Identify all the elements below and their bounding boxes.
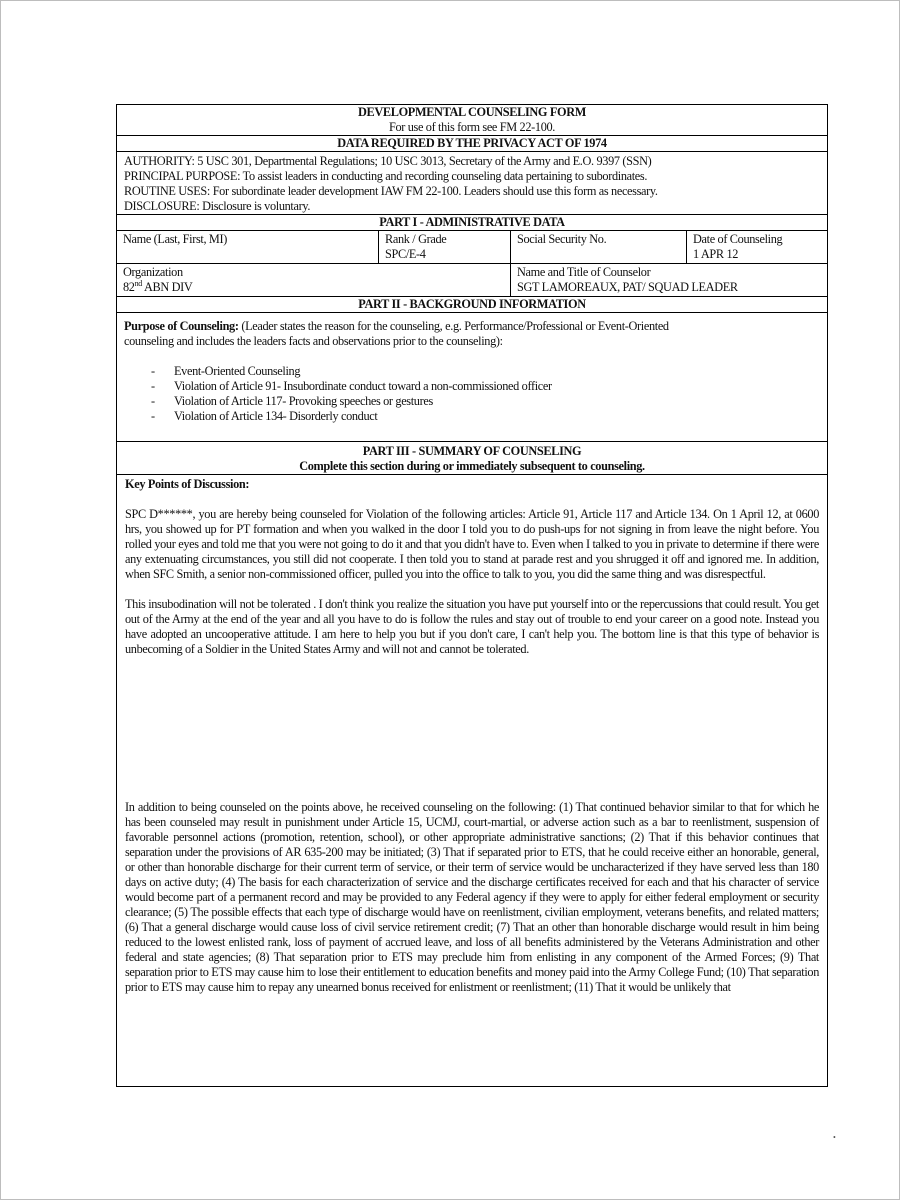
counseling-form xyxy=(116,104,828,1087)
ssn-label: Social Security No. xyxy=(517,232,607,246)
organization-label: Organization xyxy=(123,265,183,279)
form-subtitle: For use of this form see FM 22-100. xyxy=(388,120,556,134)
ssn-cell xyxy=(511,231,687,263)
privacy-purpose: PRINCIPAL PURPOSE: To assist leaders in conducting and recording counseling data pertaining to subordinates. xyxy=(124,169,648,183)
discussion-paragraph-3: In addition to being counseled on the points above, he received counseling on the following: (1) That continued behavior similar to that for which he has been counseled may result in punishment under Article 15, UCMJ, court-martial, or adverse action such as a bar to reenlistment, suspension of favorable personnel actions (promotion, retention, school), or other appropriate administrative sanctions; (2) That if this behavior continues that separation under the provisions of AR 635-200 may be initiated; (3) That if separated prior to ETS, that he could receive either an honorable, general, or other than honorable discharge for their current term of service, or their term of service would be uncharacterized if they have served less than 180 days on active duty; (4) The basis for each characterization of service and the discharge certificates received for each and that his character of service would become part of a permanent record and may be provided to any Federal agency if they were to apply for either federal employment or security clearance; (5) The possible effects that each type of discharge would have on reenlistment, civilian employment, veterans benefits, and related matters; (6) That a general discharge would cause loss of civil service retirement credit; (7) That an other than honorable discharge would result in him being reduced to the lowest enlisted rank, loss of payment of accrued leave, and loss of all benefits administered by the Veterans Administration and other federal and state agencies; (8) That separation prior to ETS may preclude him from enlisting in any component of the Armed Forces; (9) That separation prior to ETS may cause him to lose their entitlement to education benefits and money paid into the Army College Fund; (10) That separation prior to ETS may cause him to repay any unearned bonus received for enlistment or reenlistment; (11) That it would be unlikely that xyxy=(125,800,819,994)
form-title: DEVELOPMENTAL COUNSELING FORM xyxy=(357,105,587,119)
rank-value: SPC/E-4 xyxy=(385,247,426,261)
counselor-value: SGT LAMOREAUX, PAT/ SQUAD LEADER xyxy=(517,280,738,294)
part3-section xyxy=(117,475,827,1086)
date-label: Date of Counseling xyxy=(693,232,783,246)
purpose-list xyxy=(124,364,820,424)
counselor-label: Name and Title of Counselor xyxy=(517,265,651,279)
discussion-paragraph-1: SPC D******, you are hereby being counseled for Violation of the following articles: Article 91, Article 117 and Article 134. On 1 April 12, at 0600 hrs, you showed up for PT formation and when you walked in the door I told you to do push-ups for not signing in from leave the night before. You rolled your eyes and told me that you were not going to do it and that you didn't have to. Even when I talked to you in private to determine if there were any extenuating circumstances, you still did not cooperate. I then told you to stand at parade rest and you shrugged it off and ignored me. In addition, when SFC Smith, a senior non-commissioned officer, pulled you into the office to talk to you, you did the same thing and was disrespectful. xyxy=(125,507,819,581)
part3-subheader: Complete this section during or immediately subsequent to counseling. xyxy=(299,459,645,473)
part1-row2 xyxy=(117,264,827,297)
name-cell xyxy=(117,231,379,263)
part3-header-row xyxy=(117,442,827,475)
date-cell xyxy=(687,231,827,263)
counselor-cell xyxy=(511,264,827,296)
list-item: - Violation of Article 91- Insubordinate conduct toward a non-commissioned officer xyxy=(124,379,820,394)
part2-section xyxy=(117,313,827,442)
purpose-line-1: Purpose of Counseling: (Leader states the reason for the counseling, e.g. Performance/Professional or Event-Oriented xyxy=(124,319,669,333)
part1-header: PART I - ADMINISTRATIVE DATA xyxy=(117,215,827,231)
part1-row1 xyxy=(117,231,827,264)
rank-cell xyxy=(379,231,511,263)
name-label: Name (Last, First, MI) xyxy=(123,232,227,246)
organization-value: 82nd ABN DIV xyxy=(123,278,193,294)
key-points-label: Key Points of Discussion: xyxy=(125,477,250,491)
date-value: 1 APR 12 xyxy=(693,247,739,261)
list-item: - Event-Oriented Counseling xyxy=(124,364,820,379)
list-item: - Violation of Article 134- Disorderly conduct xyxy=(124,409,820,424)
organization-cell xyxy=(117,264,511,296)
privacy-header: DATA REQUIRED BY THE PRIVACY ACT OF 1974 xyxy=(117,136,827,152)
privacy-authority: AUTHORITY: 5 USC 301, Departmental Regulations; 10 USC 3013, Secretary of the Army and E.O. 9397 (SSN) xyxy=(124,154,652,168)
privacy-routine-uses: ROUTINE USES: For subordinate leader development IAW FM 22-100. Leaders should use this form as necessary. xyxy=(124,184,658,198)
rank-label: Rank / Grade xyxy=(385,232,447,246)
purpose-label: Purpose of Counseling: xyxy=(124,319,239,333)
page-mark: • xyxy=(833,1133,836,1142)
list-item: - Violation of Article 117- Provoking speeches or gestures xyxy=(124,394,820,409)
purpose-line-2: counseling and includes the leaders facts and observations prior to the counseling): xyxy=(124,334,503,348)
privacy-section xyxy=(117,152,827,215)
part3-header: PART III - SUMMARY OF COUNSELING xyxy=(362,444,582,458)
privacy-disclosure: DISCLOSURE: Disclosure is voluntary. xyxy=(124,199,311,213)
form-title-row xyxy=(117,105,827,136)
part2-header: PART II - BACKGROUND INFORMATION xyxy=(117,297,827,313)
discussion-paragraph-2: This insubodination will not be tolerated . I don't think you realize the situation you have put yourself into or the repercussions that could result. You get out of the Army at the end of the year and all you have to do is follow the rules and stay out of trouble to end your career on a good note. Instead you have adopted an uncooperative attitude. I am here to help you but if you don't care, I can't help you. The bottom line is that this type of behavior is unbecoming of a Soldier in the United States Army and will not and cannot be tolerated. xyxy=(125,597,819,656)
